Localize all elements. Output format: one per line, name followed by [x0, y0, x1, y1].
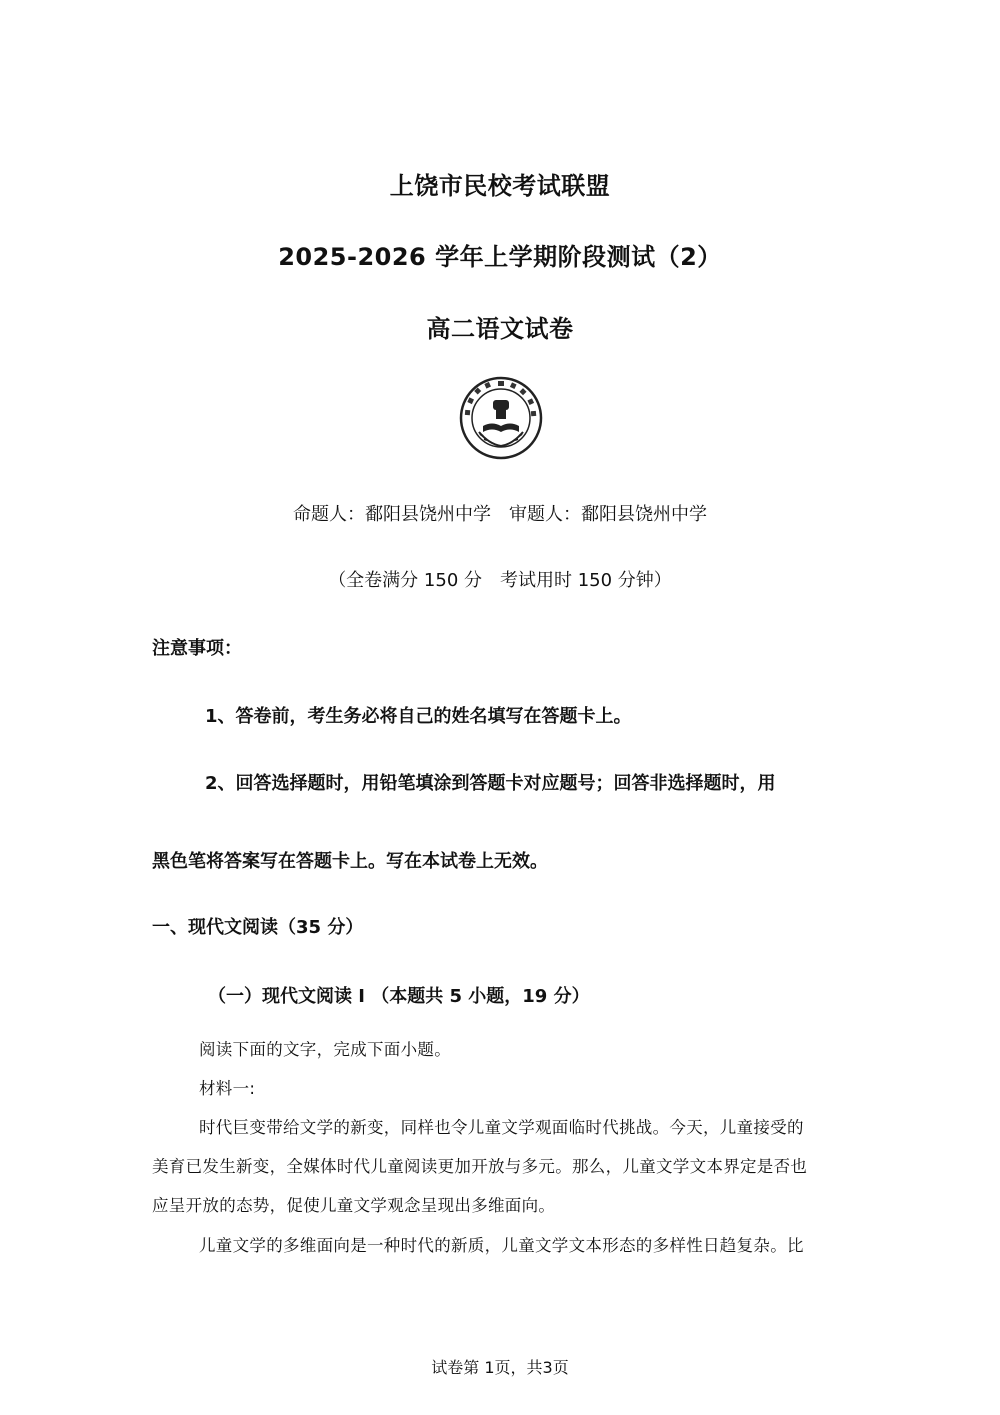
- reading-instruction: 阅读下面的文字，完成下面小题。: [199, 1040, 451, 1059]
- section-1-heading: 一、现代文阅读（35 分）: [152, 917, 364, 938]
- paragraph-2-line-1: 儿童文学的多维面向是一种时代的新质，儿童文学文本形态的多样性日趋复杂。比: [199, 1236, 804, 1255]
- exam-subject-title: 高二语文试卷: [426, 315, 574, 343]
- section-1-subheading: （一）现代文阅读 I （本题共 5 小题，19 分）: [208, 986, 590, 1007]
- notice-item-1: 1、答卷前，考生务必将自己的姓名填写在答题卡上。: [205, 706, 632, 727]
- score-time-line: （全卷满分 150 分 考试用时 150 分钟）: [328, 570, 672, 591]
- material-label: 材料一:: [199, 1079, 256, 1098]
- school-alliance-seal-icon: [459, 376, 543, 460]
- paragraph-1-line-1: 时代巨变带给文学的新变，同样也令儿童文学观面临时代挑战。今天，儿童接受的: [199, 1118, 804, 1137]
- exam-term-title: 2025-2026 学年上学期阶段测试（2）: [278, 243, 722, 271]
- authors-line: 命题人：鄱阳县饶州中学 审题人：鄱阳县饶州中学: [293, 504, 707, 525]
- paragraph-1-line-3: 应呈开放的态势，促使儿童文学观念呈现出多维面向。: [152, 1196, 556, 1215]
- notice-item-2: 2、回答选择题时，用铅笔填涂到答题卡对应题号；回答非选择题时，用: [205, 773, 776, 794]
- paragraph-1-line-2: 美育已发生新变，全媒体时代儿童阅读更加开放与多元。那么，儿童文学文本界定是否也: [152, 1157, 808, 1176]
- notice-heading: 注意事项：: [152, 638, 242, 659]
- notice-item-2-continued: 黑色笔将答案写在答题卡上。写在本试卷上无效。: [152, 851, 548, 872]
- page-number-footer: 试卷第 1页，共3页: [431, 1358, 569, 1377]
- exam-alliance-title: 上饶市民校考试联盟: [389, 172, 611, 200]
